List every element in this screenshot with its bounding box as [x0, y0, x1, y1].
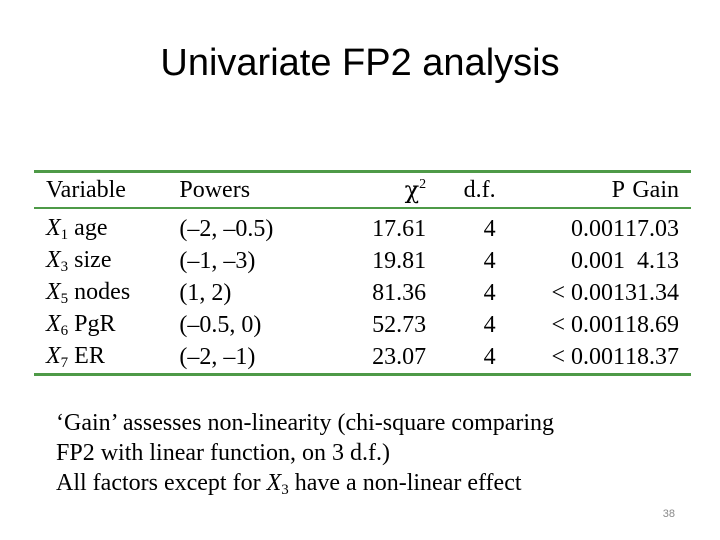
variable-name: nodes: [68, 278, 131, 305]
variable-name: size: [68, 246, 112, 273]
fp2-results-table: [34, 170, 691, 376]
table-row: [34, 245, 691, 277]
table-header-row: [34, 173, 691, 208]
cell-powers: (–0.5, 0): [179, 311, 262, 338]
cell-gain: 18.69: [625, 311, 679, 338]
cell-df: 4: [483, 343, 496, 370]
header-variable: Variable: [34, 173, 179, 208]
header-gain: Gain: [625, 173, 691, 208]
variable-symbol: X: [46, 214, 61, 241]
cell-p: < 0.001: [551, 343, 625, 370]
table-row: [34, 208, 691, 245]
page-number: 38: [662, 508, 675, 520]
results-table: [34, 173, 691, 373]
cell-gain: 4.13: [637, 247, 679, 274]
cell-df: 4: [483, 215, 496, 242]
header-chi-square: [329, 173, 426, 208]
variable-subscript: 5: [60, 290, 69, 307]
chi-superscript: 2: [419, 176, 427, 192]
variable-symbol: X: [46, 278, 61, 305]
cell-df: 4: [483, 311, 496, 338]
cell-powers: (1, 2): [179, 279, 232, 306]
variable-subscript: 1: [60, 226, 69, 243]
cell-powers: (–2, –1): [179, 343, 256, 370]
cell-p: 0.001: [571, 215, 625, 242]
note-line-3-prefix: All factors except for: [56, 470, 267, 496]
note-line-2: FP2 with linear function, on 3 d.f.): [56, 440, 390, 466]
note-line-3-suffix: have a non-linear effect: [288, 470, 522, 496]
slide-title: Univariate FP2 analysis: [160, 42, 560, 84]
chi-symbol: χ: [404, 175, 420, 204]
cell-variable: [34, 341, 179, 373]
notes: [56, 408, 676, 505]
variable-subscript: 3: [60, 258, 69, 275]
note-line-3-symbol: X: [266, 470, 282, 496]
variable-symbol: X: [46, 246, 61, 273]
cell-df: 4: [483, 247, 496, 274]
cell-gain: 31.34: [625, 279, 679, 306]
table-body: [34, 208, 691, 373]
cell-p: < 0.001: [551, 279, 625, 306]
cell-powers: (–2, –0.5): [179, 215, 274, 242]
variable-symbol: X: [46, 310, 61, 337]
cell-chi-square: 17.61: [372, 215, 427, 242]
cell-chi-square: 81.36: [372, 279, 427, 306]
table-row: [34, 309, 691, 341]
variable-name: age: [68, 214, 108, 241]
note-line-1: ‘Gain’ assesses non-linearity (chi-square comparing: [56, 410, 555, 436]
cell-variable: [34, 245, 179, 277]
cell-variable: [34, 309, 179, 341]
cell-variable: [34, 208, 179, 245]
note-line-3-subscript: 3: [281, 482, 289, 498]
cell-p: < 0.001: [551, 311, 625, 338]
table-row: [34, 277, 691, 309]
cell-p: 0.001: [571, 247, 625, 274]
cell-df: 4: [483, 279, 496, 306]
cell-gain: 17.03: [625, 215, 679, 242]
cell-chi-square: 23.07: [372, 343, 427, 370]
note-line-3: [56, 468, 676, 505]
variable-subscript: 7: [60, 354, 69, 371]
header-df: d.f.: [426, 173, 496, 208]
cell-gain: 18.37: [625, 343, 679, 370]
header-p: P: [496, 173, 625, 208]
cell-chi-square: 19.81: [372, 247, 427, 274]
variable-name: ER: [68, 342, 105, 369]
cell-powers: (–1, –3): [179, 247, 256, 274]
variable-name: PgR: [68, 310, 116, 337]
table-row: [34, 341, 691, 373]
cell-variable: [34, 277, 179, 309]
header-powers: Powers: [179, 173, 328, 208]
variable-symbol: X: [46, 342, 61, 369]
variable-subscript: 6: [60, 322, 69, 339]
cell-chi-square: 52.73: [372, 311, 427, 338]
